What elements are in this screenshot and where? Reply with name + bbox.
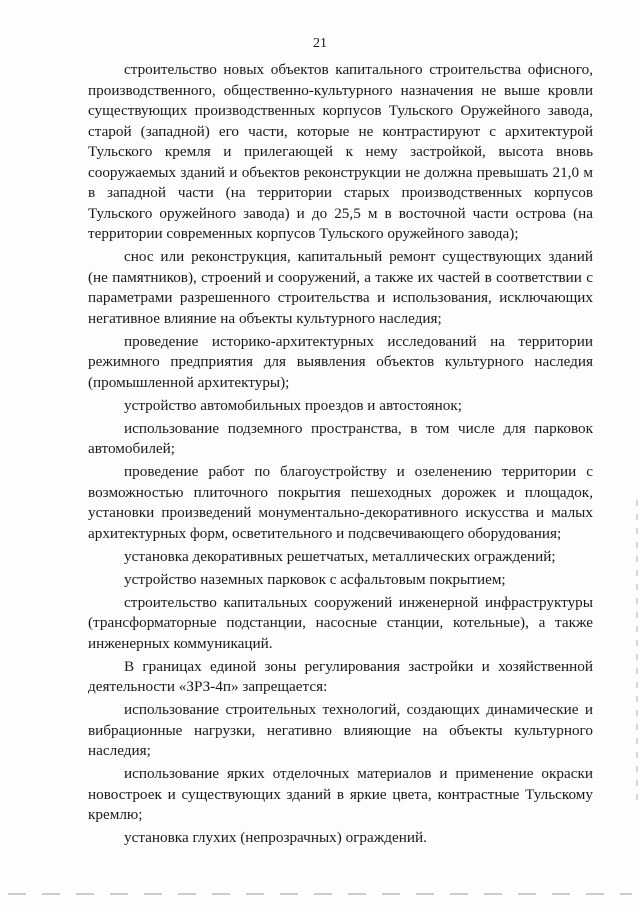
page-number: 21: [313, 36, 327, 51]
scan-bottom-edge-mark: [8, 893, 632, 895]
paragraph-driveways-parking: устройство автомобильных проездов и автостоянок;: [124, 396, 462, 414]
paragraph-new-construction: строительство новых объектов капитального строительства офисного, производственного, общественно-культурного назначения не выше кровли существующих производственных корпусов Тульского Оружейного завода, старой (западной) его части, которые не контрастируют с архитектурой Тульского кремля и прилегающей к нему застройкой, высота вновь сооружаемых зданий и объектов реконструкции не должна превышать 21,0 м в западной части (на территории старых производственных корпусов Тульского оружейного завода) и до 25,5 м в восточной части острова (на территории современных корпусов Тульского оружейного завода);: [88, 61, 593, 242]
scan-edge-mark: [636, 500, 638, 800]
paragraph-demolition-reconstruction: снос или реконструкция, капитальный ремонт существующих зданий (не памятников), строений и сооружений, а также их частей в соответствии с параметрами разрешенного строительства и использования, исключающих негативное влияние на объекты культурного наследия;: [88, 248, 593, 327]
paragraph-solid-fences: установка глухих (непрозрачных) ограждений.: [124, 829, 427, 846]
paragraph-landscaping: проведение работ по благоустройству и озеленению территории с возможностью плиточного покрытия пешеходных дорожек и площадок, установки произведений монументально-декоративного искусства и малых архитектурных форм, осветительного и подсвечивающего оборудования;: [88, 463, 593, 542]
paragraph-underground-space: использование подземного пространства, в том числе для парковок автомобилей;: [88, 419, 593, 457]
document-body: [88, 60, 593, 851]
paragraph-historical-research: проведение историко-архитектурных исследований на территории режимного предприятия для выявления объектов культурного наследия (промышленной архитектуры);: [88, 332, 593, 391]
paragraph-vibration-technologies: использование строительных технологий, создающих динамические и вибрационные нагрузки, негативно влияющие на объекты культурного наследия;: [88, 701, 593, 759]
paragraph-bright-materials: использование ярких отделочных материалов и применение окраски новостроек и существующих зданий в яркие цвета, контрастные Тульскому кремлю;: [88, 765, 593, 823]
paragraph-zone-prohibitions-intro: В границах единой зоны регулирования застройки и хозяйственной деятельности «ЗРЗ-4п» запрещается:: [88, 657, 593, 695]
paragraph-ground-parking: устройство наземных парковок с асфальтовым покрытием;: [124, 570, 506, 588]
paragraph-decorative-fences: установка декоративных решетчатых, металлических ограждений;: [124, 547, 556, 565]
paragraph-engineering-infrastructure: строительство капитальных сооружений инженерной инфраструктуры (трансформаторные подстанции, насосные станции, котельные), а также инженерных коммуникаций.: [88, 593, 593, 652]
